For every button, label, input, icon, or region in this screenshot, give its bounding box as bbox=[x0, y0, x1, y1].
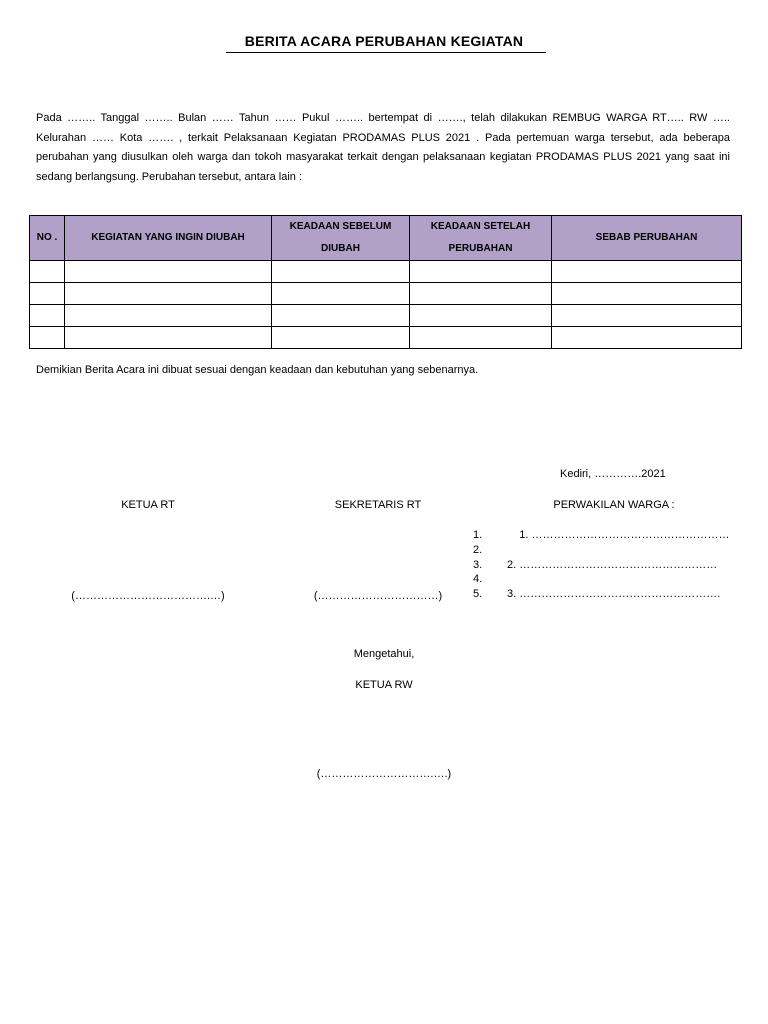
table-cell bbox=[30, 305, 65, 327]
perwakilan-warga-title: PERWAKILAN WARGA : bbox=[553, 499, 675, 511]
representatives-list bbox=[473, 528, 729, 602]
table-row bbox=[30, 327, 742, 349]
sekretaris-rt-signature-blank: (……………………………) bbox=[313, 590, 443, 602]
title-underline bbox=[226, 52, 546, 53]
list-item: 5. 3. ………………………………………………. bbox=[473, 588, 721, 601]
list-item: 3. 2. ……………………………………………… bbox=[473, 558, 718, 571]
intro-paragraph: Pada …….. Tanggal …….. Bulan …… Tahun …… Pukul …….. bertempat di ……., telah dilakukan REMBUG WARGA RT….. RW ….. Kelurahan …… Kota ……. , terkait Pelaksanaan Kegiatan PRODAMAS PLUS 2021 . Pada pertemuan warga tersebut, ada beberapa perubahan yang diusulkan oleh warga dan tokoh masyarakat terkait dengan pelaksanaan kegiatan PRODAMAS PLUS 2021 yang saat ini sedang berlangsung. Perubahan tersebut, antara lain : bbox=[36, 112, 730, 184]
table-cell bbox=[30, 261, 65, 283]
ketua-rt-title: KETUA RT bbox=[121, 499, 175, 511]
table-cell bbox=[272, 261, 410, 283]
ketua-rw-signature-blank: (………………………….….) bbox=[316, 768, 452, 780]
table-cell bbox=[552, 261, 742, 283]
table-cell bbox=[552, 283, 742, 305]
table-header-row bbox=[30, 216, 742, 261]
table-row bbox=[30, 261, 742, 283]
table-row bbox=[30, 283, 742, 305]
place-date: Kediri, ………….2021 bbox=[560, 468, 666, 480]
ketua-rw-title: KETUA RW bbox=[355, 679, 413, 691]
header-sebelum: KEADAAN SEBELUM DIUBAH bbox=[272, 216, 410, 261]
mengetahui-label: Mengetahui, bbox=[353, 648, 415, 660]
table-cell bbox=[65, 305, 272, 327]
list-item: 2. bbox=[473, 543, 483, 556]
table-cell bbox=[65, 261, 272, 283]
list-item: 1. 1. ……………………………………………… bbox=[473, 529, 730, 541]
header-kegiatan: KEGIATAN YANG INGIN DIUBAH bbox=[65, 216, 272, 261]
table-cell bbox=[272, 283, 410, 305]
table-cell bbox=[65, 283, 272, 305]
table-row bbox=[30, 305, 742, 327]
table-cell bbox=[30, 283, 65, 305]
header-sebab: SEBAB PERUBAHAN bbox=[552, 216, 742, 261]
table-cell bbox=[272, 327, 410, 349]
table-cell bbox=[552, 327, 742, 349]
sekretaris-rt-title: SEKRETARIS RT bbox=[334, 499, 422, 511]
header-no: NO . bbox=[30, 216, 65, 261]
table-cell bbox=[410, 283, 552, 305]
header-setelah: KEADAAN SETELAH PERUBAHAN bbox=[410, 216, 552, 261]
table-cell bbox=[410, 261, 552, 283]
ketua-rt-signature-blank: (……………………………….…) bbox=[71, 590, 225, 602]
table-cell bbox=[65, 327, 272, 349]
table-cell bbox=[272, 305, 410, 327]
document-title: BERITA ACARA PERUBAHAN KEGIATAN bbox=[244, 33, 524, 49]
list-item: 4. bbox=[473, 573, 483, 586]
table-cell bbox=[552, 305, 742, 327]
changes-table bbox=[29, 215, 742, 349]
table-cell bbox=[410, 327, 552, 349]
table-cell bbox=[410, 305, 552, 327]
closing-statement: Demikian Berita Acara ini dibuat sesuai dengan keadaan dan kebutuhan yang sebenarnya. bbox=[36, 364, 479, 376]
table-cell bbox=[30, 327, 65, 349]
